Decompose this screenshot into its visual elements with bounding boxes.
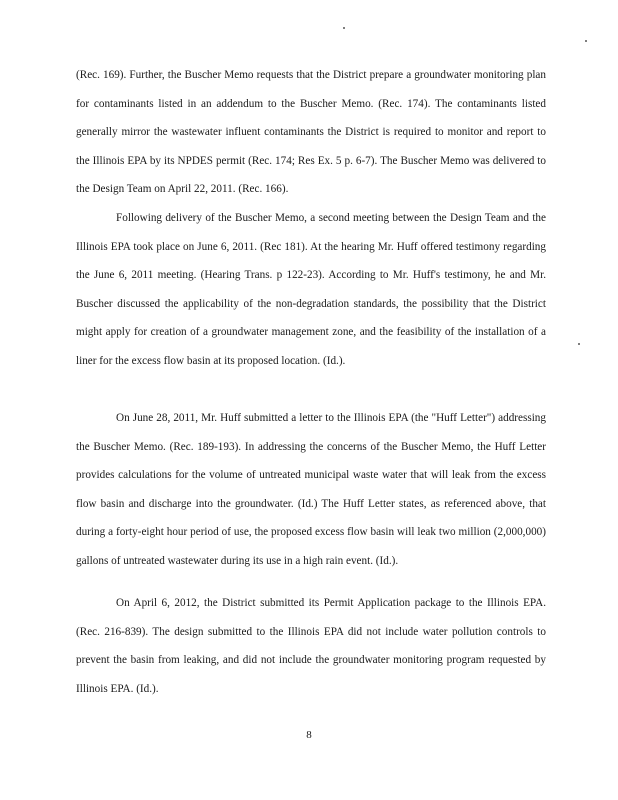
paragraph-1: (Rec. 169). Further, the Buscher Memo requests that the District prepare a groundwater monitoring plan for contaminants listed in an addendum to the Buscher Memo. (Rec. 174). The contaminants listed generally mirror the wastewater influent contaminants the District is required to monitor and report to the Illinois EPA by its NPDES permit (Rec. 174; Res Ex. 5 p. 6-7). The Buscher Memo was delivered to the Design Team on April 22, 2011. (Rec. 166). bbox=[76, 69, 546, 196]
paragraph-4: On April 6, 2012, the District submitted its Permit Application package to the Illinois EPA. (Rec. 216-839). The design submitted to the Illinois EPA did not include water pollution controls to prevent the basin from leaking, and did not include the groundwater monitoring program requested by Illinois EPA. (Id.). bbox=[76, 597, 546, 695]
paragraph-2: Following delivery of the Buscher Memo, a second meeting between the Design Team and the Illinois EPA took place on June 6, 2011. (Rec 181). At the hearing Mr. Huff offered testimony regarding the June 6, 2011 meeting. (Hearing Trans. p 122-23). According to Mr. Huff's testimony, he and Mr. Buscher discussed the applicability of the non-degradation standards, the possibility that the District might apply for creation of a groundwater management zone, and the feasibility of the installation of a liner for the excess flow basin at its proposed location. (Id.). bbox=[76, 212, 546, 367]
page-number: 8 bbox=[306, 729, 312, 741]
paragraph-3: On June 28, 2011, Mr. Huff submitted a letter to the Illinois EPA (the "Huff Letter") addressing the Buscher Memo. (Rec. 189-193). In addressing the concerns of the Buscher Memo, the Huff Letter provides calculations for the volume of untreated municipal waste water that will leak from the excess flow basin and discharge into the groundwater. (Id.) The Huff Letter states, as referenced above, that during a forty-eight hour period of use, the proposed excess flow basin will leak two million (2,000,000) gallons of untreated wastewater during its use in a high rain event. (Id.). bbox=[76, 412, 546, 567]
scan-speck bbox=[585, 40, 587, 42]
scan-speck bbox=[343, 27, 345, 29]
scan-speck bbox=[578, 343, 580, 345]
